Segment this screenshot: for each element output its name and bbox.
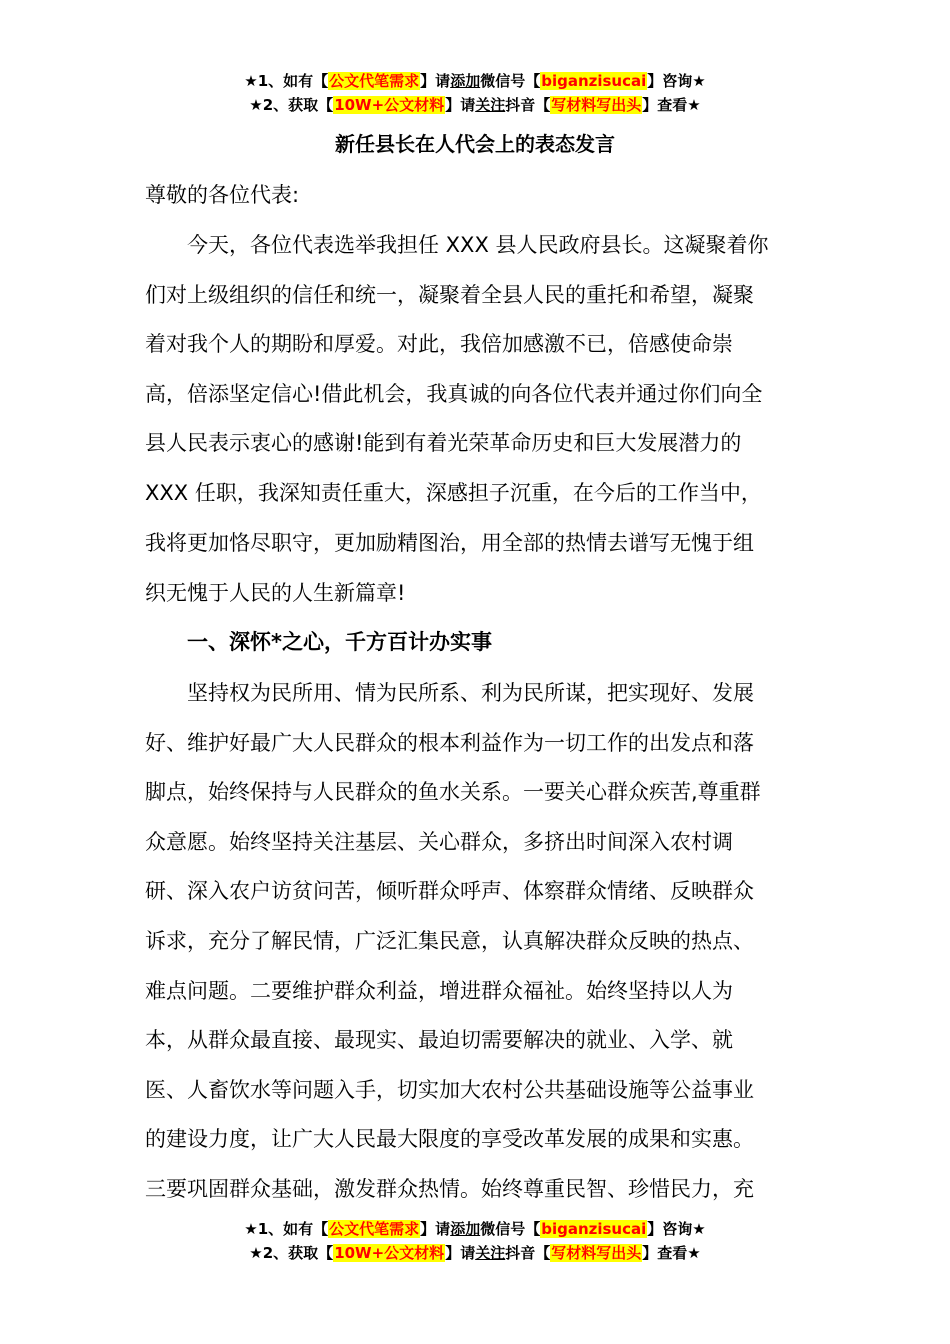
paragraph-line: 研、深入农户访贫问苦，倾听群众呼声、体察群众情绪、反映群众 <box>145 879 754 903</box>
paragraph-line: 诉求，充分了解民情，广泛汇集民意，认真解决群众反映的热点、 <box>145 929 754 953</box>
highlight-wechat-id: biganzisucai <box>541 1220 647 1238</box>
banner-line-2 <box>0 94 950 118</box>
paragraph-line: 医、人畜饮水等问题入手，切实加大农村公共基础设施等公益事业 <box>145 1078 754 1102</box>
banner-text: 1、如有【 <box>257 72 329 90</box>
banner-text: 】请 <box>420 72 451 90</box>
highlight-service: 公文代笔需求 <box>329 72 420 90</box>
paragraph-line: 织无愧于人民的人生新篇章! <box>145 581 406 605</box>
highlight-service: 公文代笔需求 <box>329 1220 420 1238</box>
paragraph-line: 好、维护好最广大人民群众的根本利益作为一切工作的出发点和落 <box>145 731 754 755</box>
paragraph-line: 县人民表示衷心的感谢!能到有着光荣革命历史和巨大发展潜力的 <box>145 431 742 455</box>
paragraph-line: 坚持权为民所用、情为民所系、利为民所谋，把实现好、发展 <box>187 681 754 705</box>
paragraph-line: 高，倍添坚定信心!借此机会，我真诚的向各位代表并通过你们向全 <box>145 382 763 406</box>
banner-line-1 <box>0 70 950 94</box>
document-title: 新任县长在人代会上的表态发言 <box>335 132 615 156</box>
banner-line-2 <box>0 1242 950 1266</box>
banner-text: 】咨询★ <box>647 1220 706 1238</box>
banner-text: 】咨询★ <box>647 72 706 90</box>
paragraph-line: XXX 任职，我深知责任重大，深感担子沉重，在今后的工作当中， <box>145 481 762 505</box>
paragraph-line: 本，从群众最直接、最现实、最迫切需要解决的就业、入学、就 <box>145 1028 733 1052</box>
banner-text: 2、获取【 <box>262 96 334 114</box>
salutation: 尊敬的各位代表: <box>145 183 300 207</box>
banner-text: 】查看★ <box>642 1244 701 1262</box>
section-heading: 一、深怀*之心，千方百计办实事 <box>187 630 492 654</box>
star-icon: ★ <box>249 1244 263 1262</box>
banner-underline: 关注 <box>475 96 506 114</box>
star-icon: ★ <box>244 1220 258 1238</box>
paragraph-line: 众意愿。始终坚持关注基层、关心群众，多挤出时间深入农村调 <box>145 830 733 854</box>
banner-text: 1、如有【 <box>257 1220 329 1238</box>
paragraph-line: 三要巩固群众基础，激发群众热情。始终尊重民智、珍惜民力，充 <box>145 1177 754 1201</box>
star-icon: ★ <box>249 96 263 114</box>
highlight-materials: 10W+公文材料 <box>334 96 445 114</box>
banner-text: 微信号【 <box>480 1220 541 1238</box>
paragraph-line: 们对上级组织的信任和统一，凝聚着全县人民的重托和希望，凝聚 <box>145 283 754 307</box>
highlight-douyin-id: 写材料写出头 <box>551 1244 642 1262</box>
star-icon: ★ <box>244 72 258 90</box>
banner-text: 】请 <box>445 96 476 114</box>
paragraph-line: 着对我个人的期盼和厚爱。对此，我倍加感激不已，倍感使命崇 <box>145 332 733 356</box>
banner-text: 微信号【 <box>480 72 541 90</box>
top-banner <box>0 70 950 118</box>
banner-text: 抖音【 <box>505 1244 551 1262</box>
paragraph-line: 我将更加恪尽职守，更加励精图治，用全部的热情去谱写无愧于组 <box>145 531 754 555</box>
banner-underline: 关注 <box>475 1244 506 1262</box>
paragraph-line: 的建设力度，让广大人民最大限度的享受改革发展的成果和实惠。 <box>145 1127 754 1151</box>
paragraph-line: 脚点，始终保持与人民群众的鱼水关系。一要关心群众疾苦,尊重群 <box>145 780 761 804</box>
bottom-banner <box>0 1218 950 1266</box>
banner-text: 】请 <box>445 1244 476 1262</box>
highlight-wechat-id: biganzisucai <box>541 72 647 90</box>
banner-text: 】查看★ <box>642 96 701 114</box>
banner-text: 抖音【 <box>505 96 551 114</box>
banner-text: 】请 <box>420 1220 451 1238</box>
banner-underline: 添加 <box>450 72 481 90</box>
paragraph-line: 今天，各位代表选举我担任 XXX 县人民政府县长。这凝聚着你 <box>187 233 769 257</box>
highlight-douyin-id: 写材料写出头 <box>551 96 642 114</box>
banner-underline: 添加 <box>450 1220 481 1238</box>
highlight-materials: 10W+公文材料 <box>334 1244 445 1262</box>
banner-line-1 <box>0 1218 950 1242</box>
paragraph-line: 难点问题。二要维护群众利益，增进群众福祉。始终坚持以人为 <box>145 979 733 1003</box>
banner-text: 2、获取【 <box>262 1244 334 1262</box>
